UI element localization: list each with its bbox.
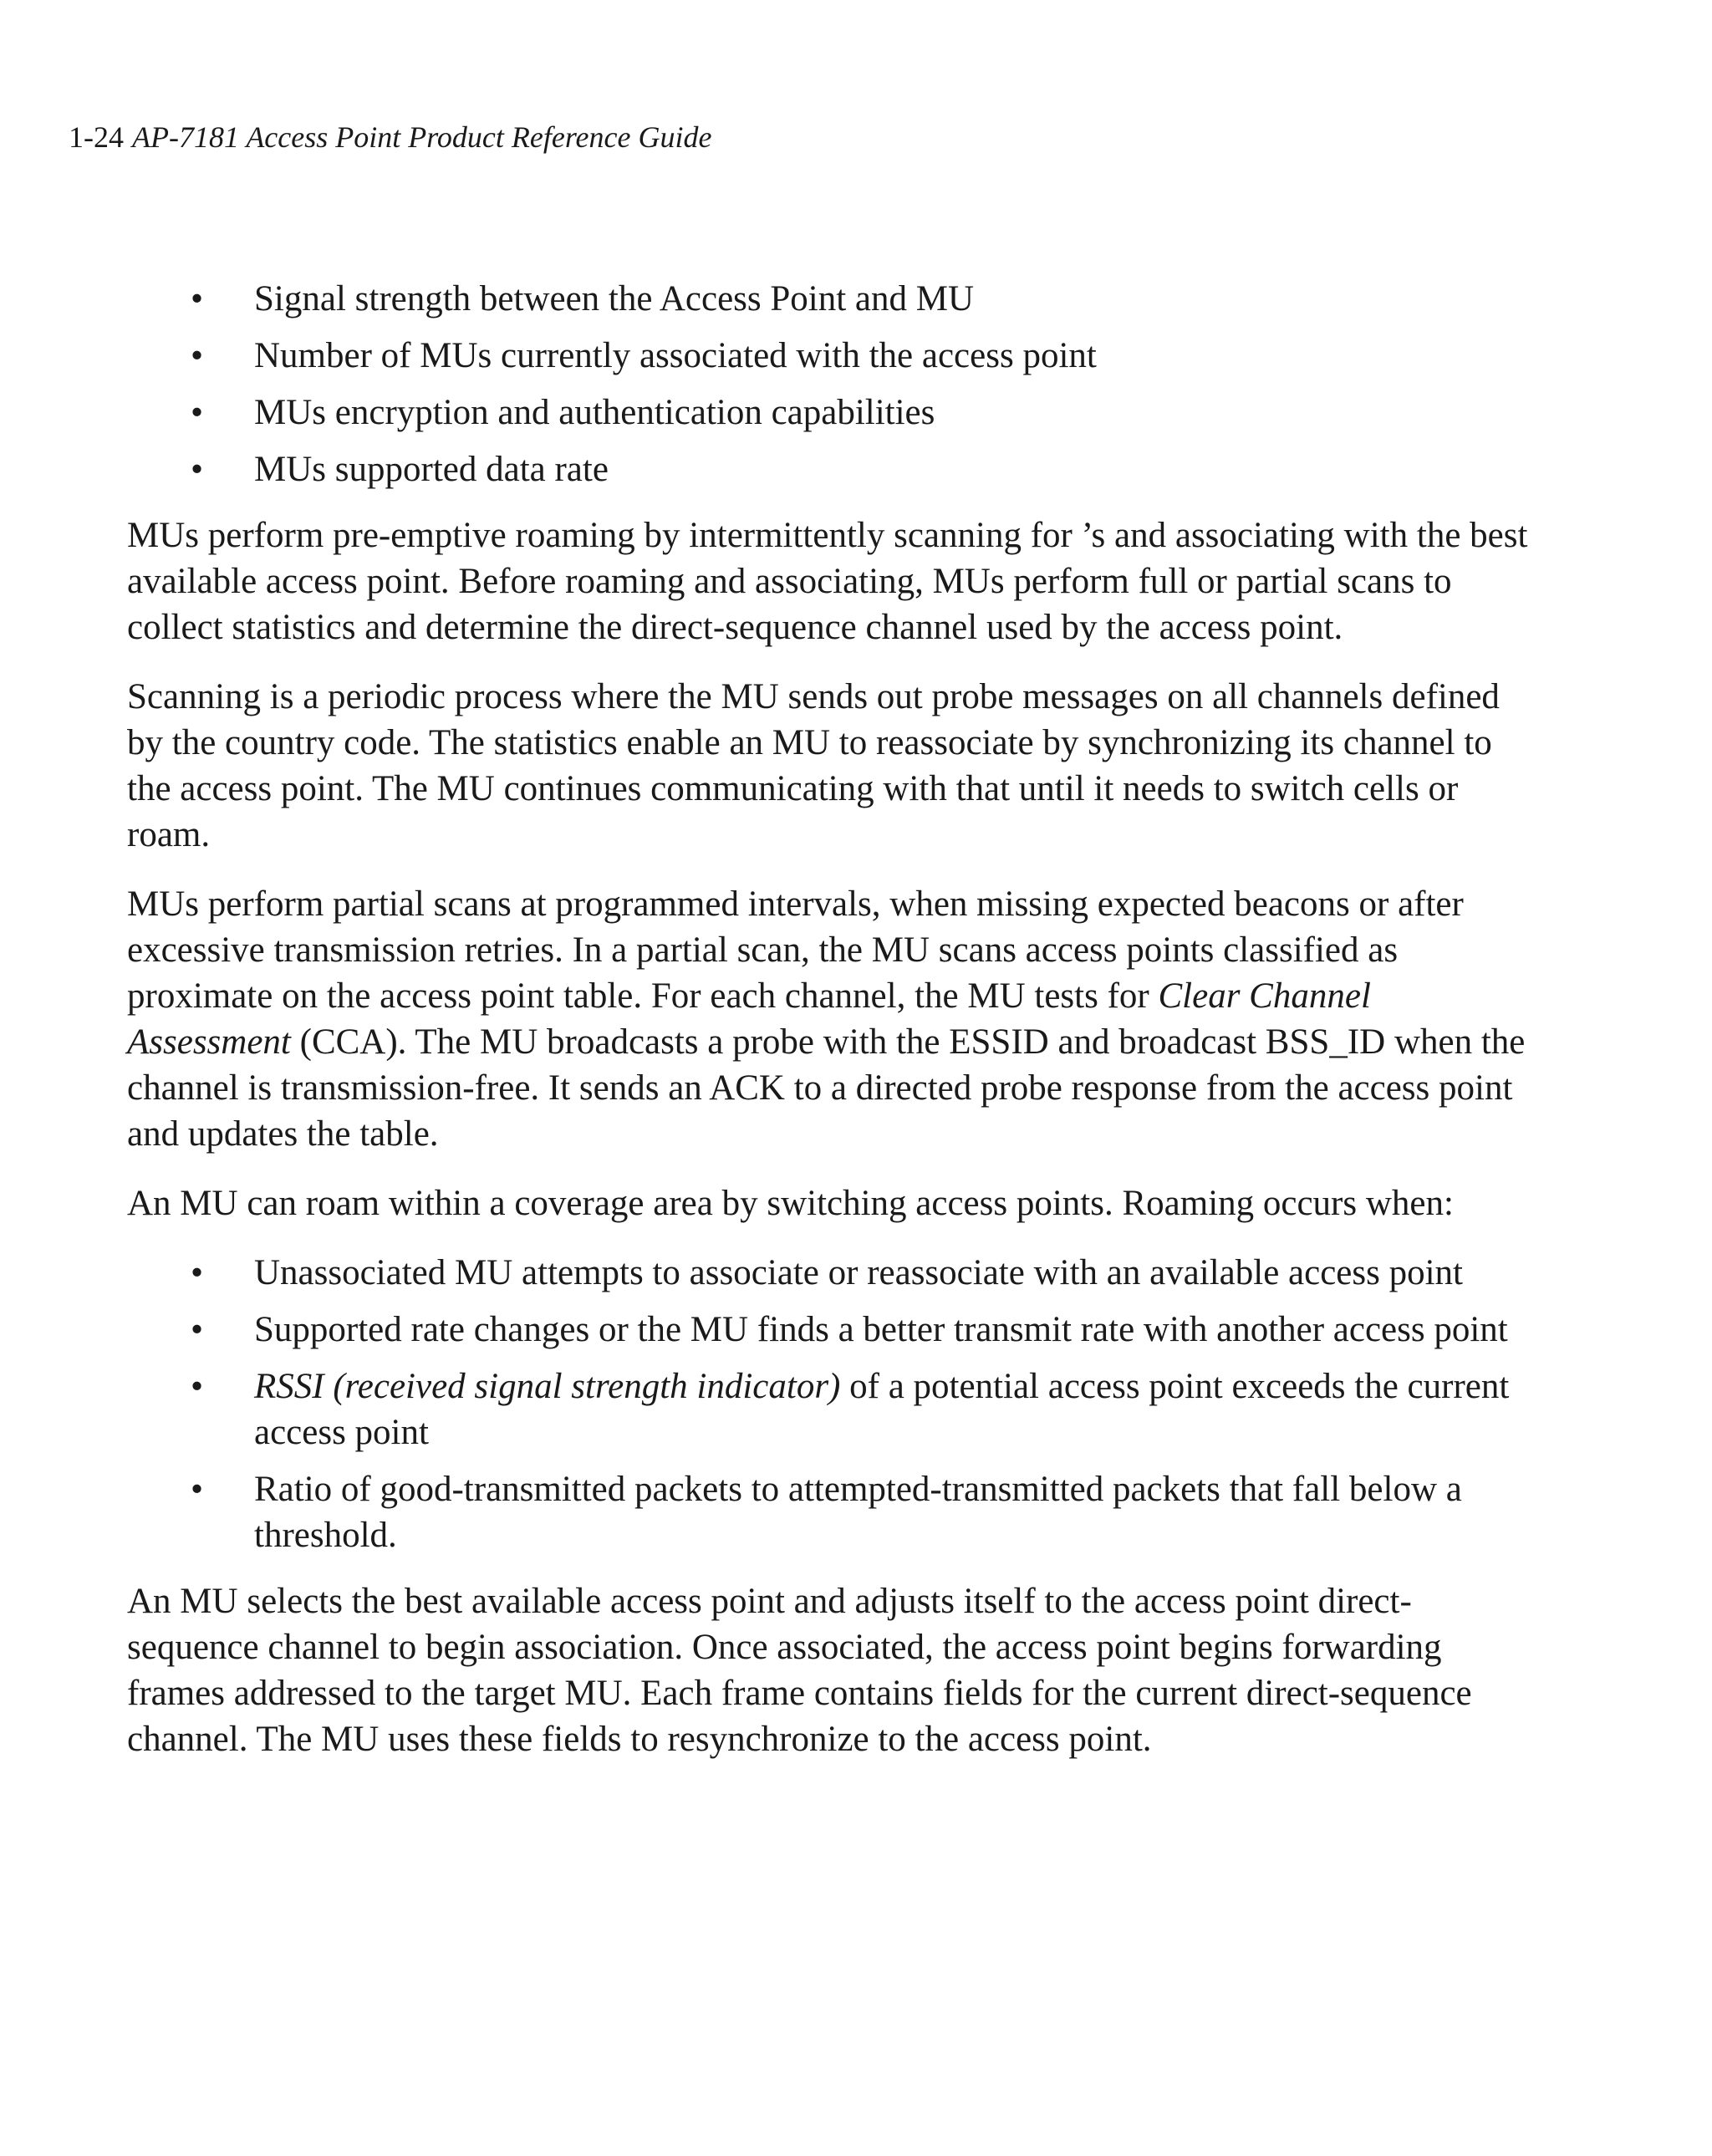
list-item [127,446,1531,492]
list-item-text: Unassociated MU attempts to associate or reassociate with an available access point [254,1253,1463,1292]
list-item-text: Number of MUs currently associated with the access point [254,336,1097,375]
rssi-term: RSSI (received signal strength indicator) [254,1367,841,1406]
paragraph-text: MUs perform partial scans at programmed intervals, when missing expected beacons or after excessive transmission retries. In a partial scan, the MU scans access points classified as proximate on the access point table. For each channel, the MU tests for [127,884,1464,1016]
list-item [127,333,1531,379]
bullet-icon: • [191,450,204,489]
bullet-icon: • [191,1310,204,1349]
list-item [127,1466,1531,1558]
list-item [127,1363,1531,1455]
list-item-text: Signal strength between the Access Point and MU [254,279,975,319]
list-item-text: MUs supported data rate [254,450,609,489]
list-item [127,390,1531,436]
bullet-icon: • [191,393,204,432]
list-item [127,1250,1531,1296]
page-header [69,119,711,155]
page-number: 1-24 [69,120,124,154]
bullet-icon: • [191,336,204,375]
list-item-text: Ratio of good-transmitted packets to attempted-transmitted packets that fall below a threshold. [254,1470,1462,1555]
paragraph-scanning: Scanning is a periodic process where the MU sends out probe messages on all channels defined by the country code. The statistics enable an MU to reassociate by synchronizing its channel to the access point. The MU continues communicating with that until it needs to switch cells or roam. [127,677,1500,854]
paragraph-partial-scans [127,881,1531,1157]
bullet-icon: • [191,1367,204,1406]
bullet-icon: • [191,1253,204,1292]
paragraph-text: (CCA). The MU broadcasts a probe with the ESSID and broadcast BSS_ID when the channel is transmission-free. It sends an ACK to a directed probe response from the access point and updates the table. [127,1022,1526,1154]
roaming-conditions-list [127,1250,1531,1558]
paragraph-roaming-intro: An MU can roam within a coverage area by switching access points. Roaming occurs when: [127,1184,1454,1223]
bullet-icon: • [191,1470,204,1509]
guide-title: AP-7181 Access Point Product Reference Guide [132,120,712,154]
list-item-text: MUs encryption and authentication capabilities [254,393,935,432]
paragraph-preemptive-roaming: MUs perform pre-emptive roaming by intermittently scanning for ’s and associating with the best available access point. Before roaming and associating, MUs perform full or partial scans to collect statistics and determine the direct-sequence channel used by the access point. [127,516,1528,647]
ap-info-list [127,276,1531,492]
list-item-text: Supported rate changes or the MU finds a better transmit rate with another access point [254,1310,1508,1349]
paragraph-association: An MU selects the best available access point and adjusts itself to the access point direct-sequence channel to begin association. Once associated, the access point begins forwarding frames addressed to the target MU. Each frame contains fields for the current direct-sequence channel. The MU uses these fields to resynchronize to the access point. [127,1582,1472,1759]
list-item [127,1307,1531,1353]
list-item [127,276,1531,322]
list-item-text: of a potential access point exceeds the current access point [254,1367,1510,1452]
page-body [127,276,1531,1786]
cca-term: Clear Channel Assessment [127,976,1371,1062]
bullet-icon: • [191,279,204,319]
